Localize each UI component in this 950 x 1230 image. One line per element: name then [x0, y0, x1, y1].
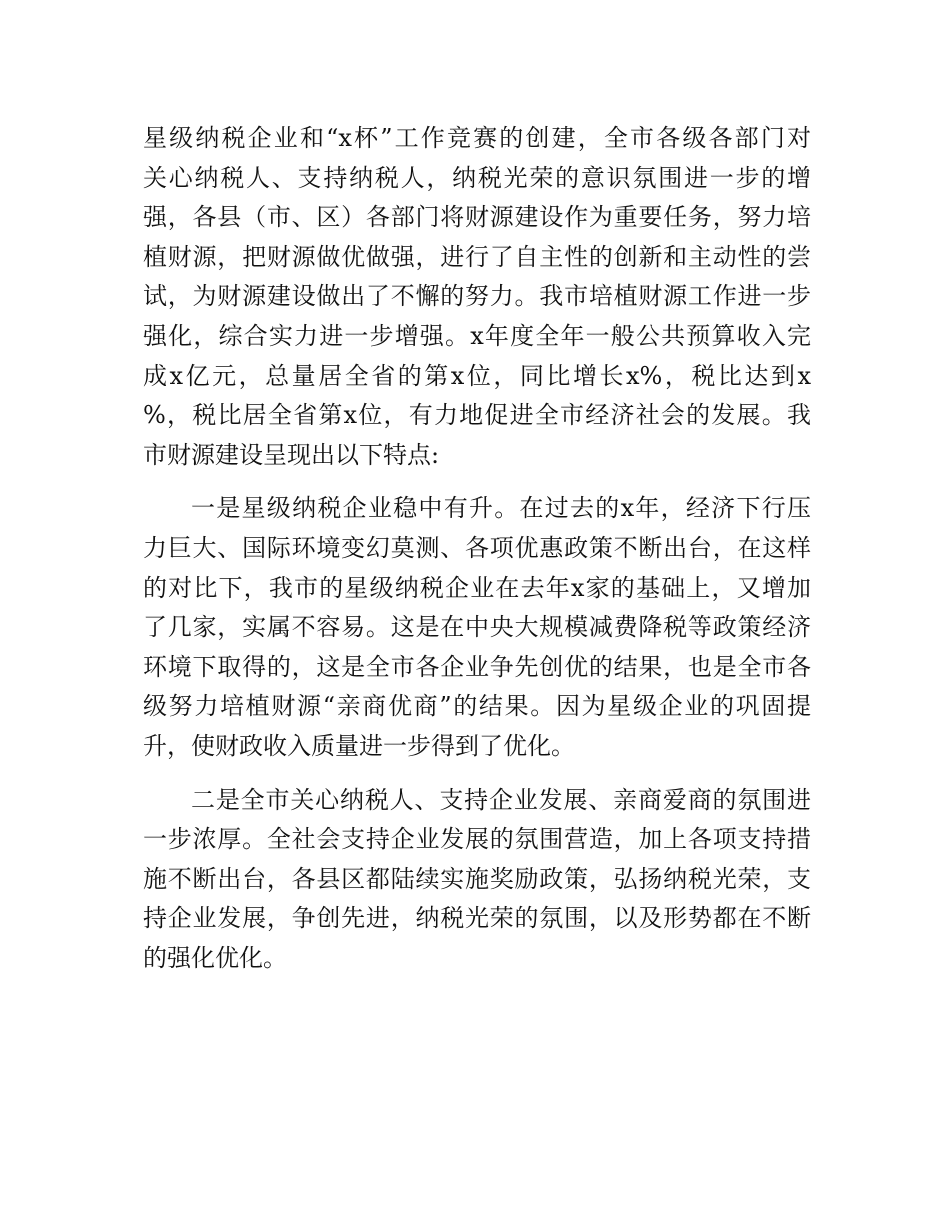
text-line: 一是星级纳税企业稳中有升。在过去的x年，经济下行压 — [191, 494, 811, 523]
text-line: %，税比居全省第x位，有力地促进全市经济社会的发展。我 — [143, 401, 811, 430]
text-line: 的强化优化。 — [143, 943, 287, 972]
text-line: 升，使财政收入质量进一步得到了优化。 — [143, 731, 575, 760]
paragraph-1 — [143, 119, 811, 475]
paragraph-spacer — [143, 475, 811, 489]
text-line: 试，为财源建设做出了不懈的努力。我市培植财源工作进一步 — [143, 282, 811, 311]
text-line: 级努力培植财源“亲商优商”的结果。因为星级企业的巩固提 — [143, 692, 811, 721]
text-line: 一步浓厚。全社会支持企业发展的氛围营造，加上各项支持措 — [143, 825, 811, 854]
text-line: 关心纳税人、支持纳税人，纳税光荣的意识氛围进一步的增 — [143, 163, 811, 192]
text-line: 市财源建设呈现出以下特点: — [143, 440, 440, 469]
text-line: 环境下取得的，这是全市各企业争先创优的结果，也是全市各 — [143, 652, 811, 681]
text-line: 成x亿元，总量居全省的第x位，同比增长x%，税比达到x — [143, 361, 811, 390]
text-line: 强，各县（市、区）各部门将财源建设作为重要任务，努力培 — [143, 203, 811, 232]
text-line: 了几家，实属不容易。这是在中央大规模减费降税等政策经济 — [143, 613, 811, 642]
text-line: 星级纳税企业和“x杯”工作竞赛的创建，全市各级各部门对 — [143, 124, 811, 152]
document-body — [143, 119, 811, 978]
text-line: 持企业发展，争创先进，纳税光荣的氛围，以及形势都在不断 — [143, 904, 811, 933]
paragraph-2 — [143, 489, 811, 766]
text-line: 的对比下，我市的星级纳税企业在去年x家的基础上，又增加 — [143, 573, 811, 602]
paragraph-3 — [143, 781, 811, 979]
text-line: 强化，综合实力进一步增强。x年度全年一般公共预算收入完 — [143, 321, 811, 350]
text-line: 施不断出台，各县区都陆续实施奖励政策，弘扬纳税光荣，支 — [143, 864, 811, 893]
paragraph-spacer — [143, 767, 811, 781]
text-line: 二是全市关心纳税人、支持企业发展、亲商爱商的氛围进 — [191, 785, 811, 814]
text-line: 植财源，把财源做优做强，进行了自主性的创新和主动性的尝 — [143, 242, 811, 271]
text-line: 力巨大、国际环境变幻莫测、各项优惠政策不断出台，在这样 — [143, 533, 811, 562]
